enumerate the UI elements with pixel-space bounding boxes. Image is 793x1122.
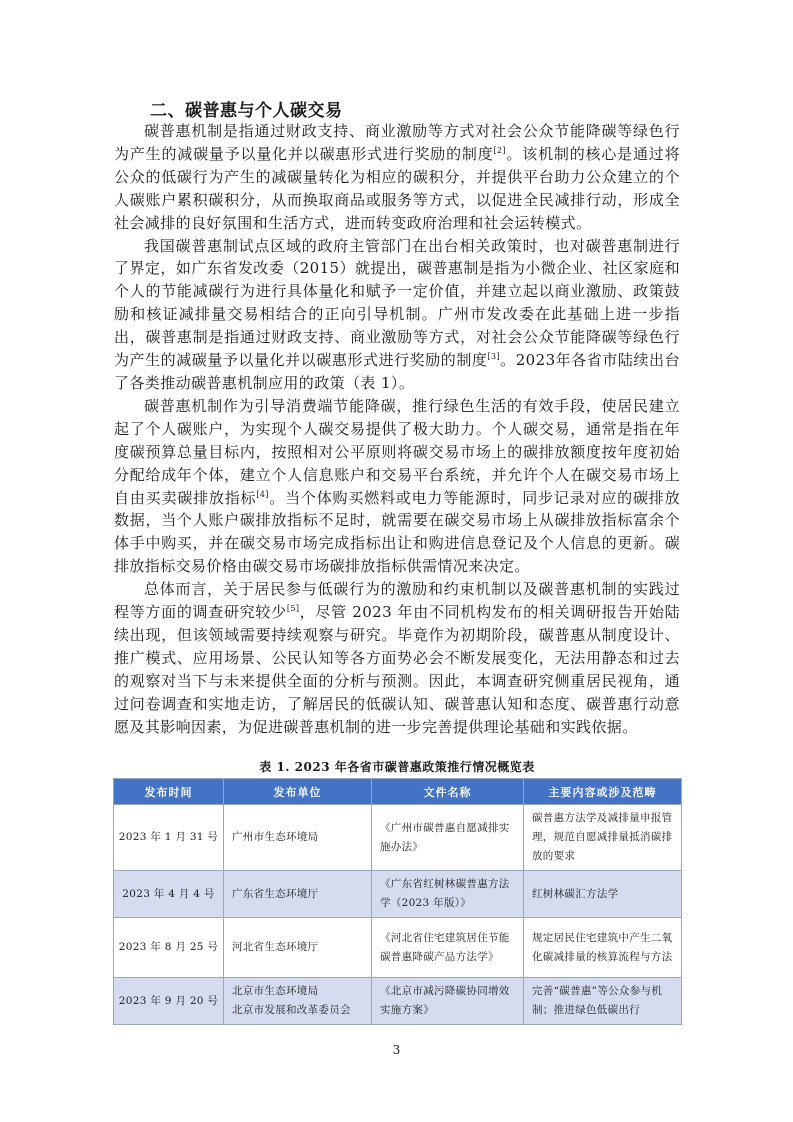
- cell-content: 规定居民住宅建筑中产生二氧化碳减排量的核算流程与方法: [524, 918, 682, 978]
- paragraph-text: 我国碳普惠制试点区域的政府主管部门在出台相关政策时，也对碳普惠制进行了界定，如广东省发改委（2015）就提出，碳普惠制是指为小微企业、社区家庭和个人的节能减碳行为进行具体量化和赋予一定价值，并建立起以商业激励、政策鼓励和核证减排量交易相结合的正向引导机制。广州市发改委在此基础上进一步指出，碳普惠制是指通过财政支持、商业激励等方式，对社会公众节能降碳等绿色行为产生的减碳量予以量化并以碳惠形式进行奖励的制度: [114, 236, 680, 370]
- cell-date: 2023 年 1 月 31 号: [114, 805, 224, 871]
- column-header: 主要内容或涉及范畴: [524, 779, 682, 805]
- cell-date: 2023 年 4 月 4 号: [114, 871, 224, 918]
- paragraph: [114, 235, 680, 395]
- cell-date: 2023 年 9 月 20 号: [114, 978, 224, 1025]
- table-row: [114, 978, 682, 1025]
- column-header: 发布时间: [114, 779, 224, 805]
- cell-content: 碳普惠方法学及减排量申报管理，规范自愿减排量抵消碳排放的要求: [524, 805, 682, 871]
- section-heading: 二、碳普惠与个人碳交易: [150, 101, 343, 121]
- paragraph-text: 。该机制的核心是通过将公众的低碳行为产生的减碳量转化为相应的碳积分，并提供平台助力公众建立的个人碳账户累积碳积分，从而换取商品或服务等方式，以促进全民减排行动，形成全社会减排的良好氛围和生活方式，进而转变政府治理和社会运转模式。: [114, 144, 681, 232]
- cell-content: 红树林碳汇方法学: [524, 871, 682, 918]
- paragraph: [114, 395, 680, 578]
- paragraph: [114, 578, 680, 738]
- cell-unit: 北京市生态环境局 北京市发展和改革委员会: [224, 978, 372, 1025]
- cell-document: 《北京市减污降碳协同增效实施方案》: [372, 978, 524, 1025]
- paragraph-text: 。2023年各省市陆续出台了各类推动碳普惠机制应用的政策（表 1）。: [114, 351, 680, 392]
- body-text: [114, 120, 680, 738]
- cell-unit: 河北省生态环境厅: [224, 918, 372, 978]
- paragraph-text: 。当个体购买燃料或电力等能源时，同步记录对应的碳排放数据，当个人账户碳排放指标不足时，就需要在碳交易市场上从碳排放指标富余个体手中购买，并在碳交易市场完成指标出让和购进信息登记及个人信息的更新。碳排放指标交易价格由碳交易市场碳排放指标供需情况来决定。: [114, 488, 681, 576]
- table-header-row: [114, 779, 682, 805]
- column-header: 发布单位: [224, 779, 372, 805]
- cell-unit: 广东省生态环境厅: [224, 871, 372, 918]
- table-caption: 表 1. 2023 年各省市碳普惠政策推行情况概览表: [259, 760, 535, 774]
- table-row: [114, 805, 682, 871]
- paragraph-text: 碳普惠机制作为引导消费端节能降碳，推行绿色生活的有效手段，使居民建立起了个人碳账户，为实现个人碳交易提供了极大助力。个人碳交易，通常是指在年度碳预算总量目标内，按照相对公平原则将碳交易市场上的碳排放额度按年度初始分配给成年个体，建立个人信息账户和交易平台系统，并允许个人在碳交易市场上自由买卖碳排放指标: [114, 396, 680, 507]
- cell-document: 《河北省住宅建筑居住节能碳普惠降碳产品方法学》: [372, 918, 524, 978]
- paragraph-text: 总体而言，关于居民参与低碳行为的激励和约束机制以及碳普惠机制的实践过程等方面的调查研究较少: [114, 580, 680, 622]
- citation-ref: [4]: [256, 489, 269, 499]
- citation-ref: [2]: [493, 145, 507, 155]
- citation-ref: [5]: [286, 604, 300, 614]
- citation-ref: [3]: [487, 352, 501, 362]
- table-row: [114, 918, 682, 978]
- cell-document: 《广州市碳普惠自愿减排实施办法》: [372, 805, 524, 871]
- table-row: [114, 871, 682, 918]
- cell-unit: 广州市生态环境局: [224, 805, 372, 871]
- column-header: 文件名称: [372, 779, 524, 805]
- paragraph-text: 碳普惠机制是指通过财政支持、商业激励等方式对社会公众节能降碳等绿色行为产生的减碳量予以量化并以碳惠形式进行奖励的制度: [114, 122, 680, 163]
- cell-document: 《广东省红树林碳普惠方法学（2023 年版）》: [372, 871, 524, 918]
- paragraph-text: ，尽管 2023 年由不同机构发布的相关调研报告开始陆续出现，但该领域需要持续观察与研究。毕竟作为初期阶段，碳普惠从制度设计、推广模式、应用场景、公民认知等各方面势必会不断发展变化，无法用静态和过去的观察对当下与未来提供全面的分析与预测。因此，本调查研究侧重居民视角，通过问卷调查和实地走访，了解居民的低碳认知、碳普惠认知和态度、碳普惠行动意愿及其影响因素，为促进碳普惠机制的进一步完善提供理论基础和实践依据。: [114, 603, 680, 736]
- paragraph: [114, 120, 680, 235]
- policy-table: [113, 778, 682, 1025]
- cell-date: 2023 年 8 月 25 号: [114, 918, 224, 978]
- page-number: 3: [392, 1043, 401, 1057]
- cell-content: 完善“碳普惠”等公众参与机制；推进绿色低碳出行: [524, 978, 682, 1025]
